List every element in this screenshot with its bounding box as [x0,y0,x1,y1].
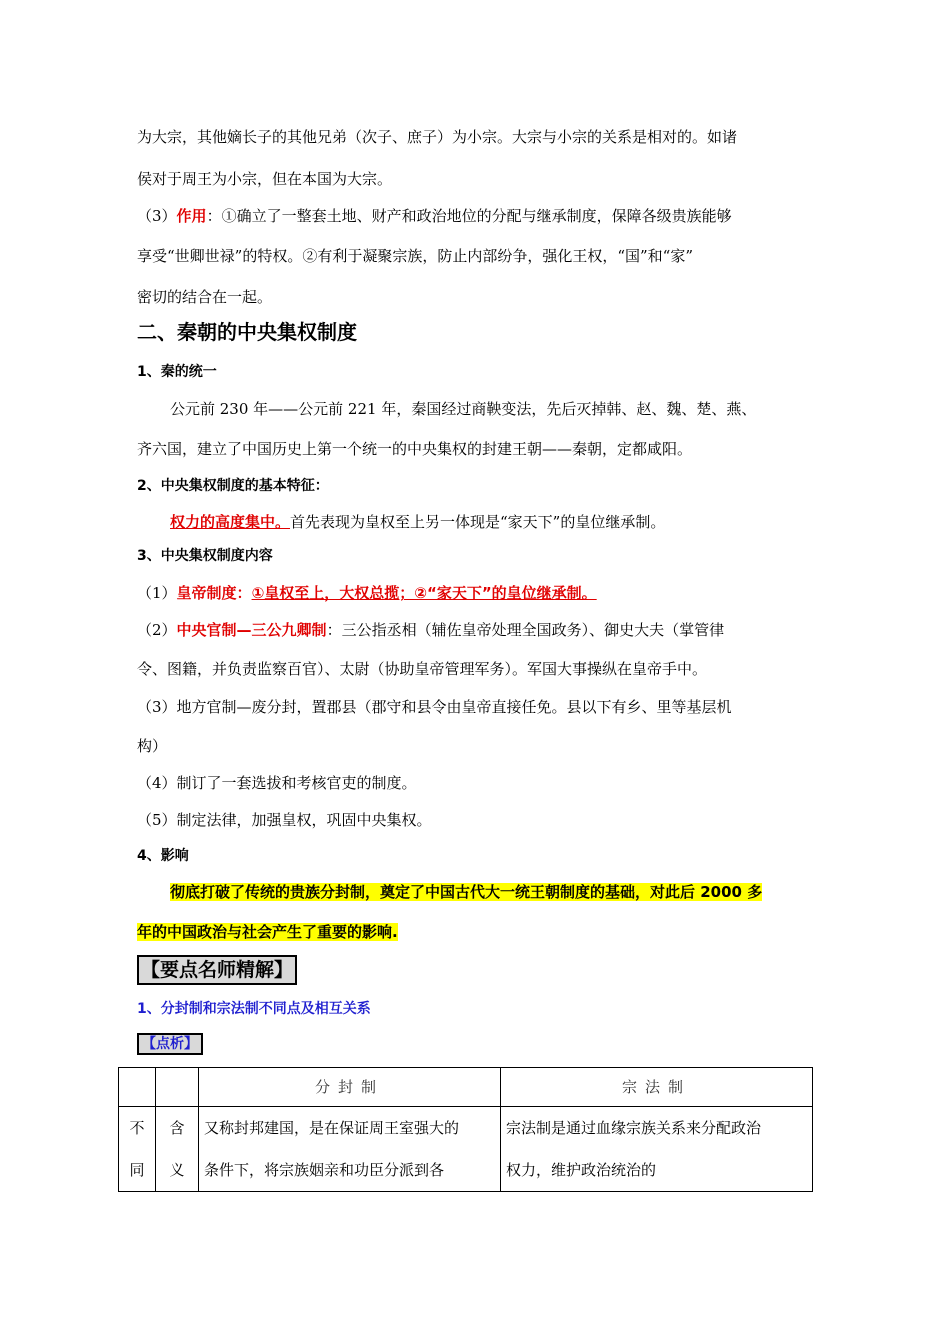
feature-line [170,511,850,533]
zongfa-definition-cell [501,1107,813,1192]
emphasis-text: 权力的高度集中。 [170,513,291,531]
cell-line: 条件下，将宗族姻亲和功臣分派到各 [204,1161,445,1179]
cell-line: 权力，维护政治统治的 [506,1161,657,1179]
feature-text: 首先表现为皇权至上另一体现是“家天下”的皇位继承制。 [290,513,666,531]
role-line [137,205,817,227]
comparison-table [118,1067,813,1192]
subsection-heading: 2、中央集权制度的基本特征： [137,478,329,494]
column-header-fenfeng: 分封制 [199,1068,501,1107]
row-label-char: 含 [169,1119,185,1137]
paragraph-line: 构） [137,737,168,755]
item-text: ：三公指丞相（辅佐皇帝处理全国政务）、御史大夫（掌管律 [326,621,725,639]
paragraph-line: 享受“世卿世禄”的特权。②有利于凝聚宗族，防止内部纷争，强化王权，“国”和“家” [137,247,694,265]
item-label: 中央官制—三公九卿制 [176,621,327,639]
analysis-tag: 【点析】 [137,1033,203,1055]
row-label-cell [156,1107,199,1192]
section-heading: 二、秦朝的中央集权制度 [137,320,357,344]
item-text: ①皇权至上，大权总揽；②“家天下”的皇位继承制。 [251,584,597,602]
paragraph-line: 公元前 230 年——公元前 221 年，秦国经过商鞅变法，先后灭掉韩、赵、魏、楚、燕、 [170,400,757,418]
list-item: （3）地方官制—废分封，置郡县（郡守和县令由皇帝直接任免。县以下有乡、里等基层机 [137,698,732,716]
table-row [119,1107,813,1192]
role-text: ①确立了一整套土地、财产和政治地位的分配与继承制度，保障各级贵族能够 [221,207,732,225]
impact-line [137,921,817,943]
subsection-heading: 4、影响 [137,848,189,864]
paragraph-line: 为大宗，其他嫡长子的其他兄弟（次子、庶子）为小宗。大宗与小宗的关系是相对的。如诸 [137,128,738,146]
subsection-heading: 3、中央集权制度内容 [137,548,273,564]
list-item: （4）制订了一套选拔和考核官吏的制度。 [137,774,417,792]
paragraph-line: 齐六国，建立了中国历史上第一个统一的中央集权的封建王朝——秦朝，定都咸阳。 [137,440,693,458]
item-number: （3） [137,207,177,225]
table-cell-empty [119,1068,156,1107]
colon: ： [206,207,222,225]
cell-line: 宗法制是通过血缘宗族关系来分配政治 [506,1119,762,1137]
paragraph-line: 侯对于周王为小宗，但在本国为大宗。 [137,170,393,188]
row-label-cell [119,1107,156,1192]
column-header-zongfa: 宗法制 [501,1068,813,1107]
boxed-heading: 【要点名师精解】 [137,955,297,985]
table-cell-empty [156,1068,199,1107]
cell-line: 又称封邦建国，是在保证周王室强大的 [204,1119,460,1137]
paragraph-line: 密切的结合在一起。 [137,288,273,306]
highlighted-text: 年的中国政治与社会产生了重要的影响. [137,923,398,941]
item-number: （1） [137,584,177,602]
highlighted-text: 彻底打破了传统的贵族分封制，奠定了中国古代大一统王朝制度的基础，对此后 2000 多 [170,883,763,901]
subsection-heading: 1、分封制和宗法制不同点及相互关系 [137,1001,371,1017]
list-item: （5）制定法律，加强皇权，巩固中央集权。 [137,811,432,829]
paragraph-line: 令、图籍，并负责监察百官）、太尉（协助皇帝管理军务）。军国大事操纵在皇帝手中。 [137,660,708,678]
row-label-char: 同 [129,1161,145,1179]
row-label-char: 不 [129,1119,145,1137]
list-item [137,619,817,641]
row-label-char: 义 [169,1161,185,1179]
fenfeng-definition-cell [199,1107,501,1192]
item-label: 皇帝制度： [176,584,252,602]
list-item [137,582,817,604]
role-label: 作用 [176,207,207,225]
impact-line [170,881,850,903]
item-number: （2） [137,621,177,639]
subsection-heading: 1、秦的统一 [137,364,217,380]
table-header-row [119,1068,813,1107]
